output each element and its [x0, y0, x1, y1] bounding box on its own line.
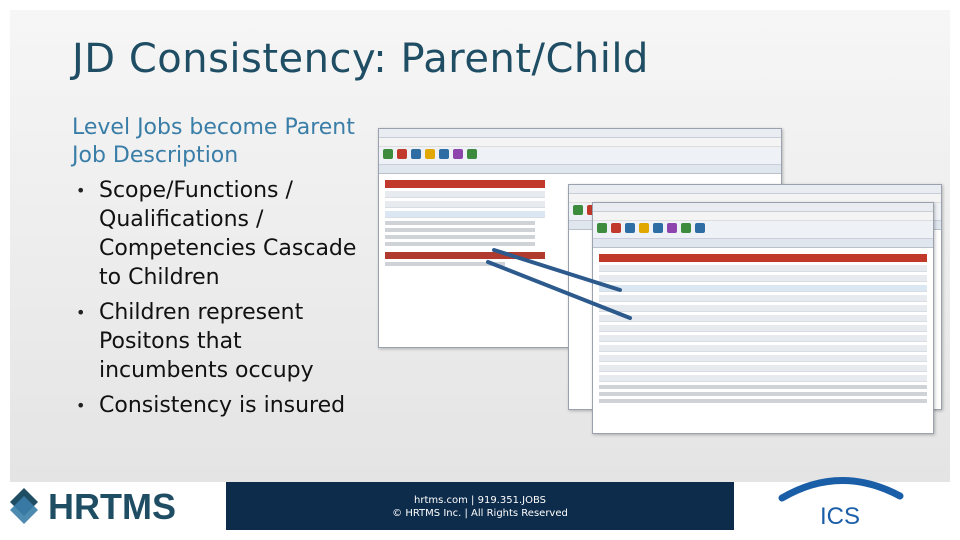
footer-contact: hrtms.com | 919.351.JOBS — [414, 495, 546, 506]
slide-title: JD Consistency: Parent/Child — [72, 36, 649, 82]
bullet-item: • Children represent Positons that incumbents occupy — [72, 298, 367, 385]
lead-text: Level Jobs become Parent Job Description — [72, 115, 355, 168]
ics-logo — [776, 470, 906, 532]
hrtms-logo — [10, 482, 220, 530]
footer-copyright: © HRTMS Inc. | All Rights Reserved — [392, 508, 568, 519]
hrtms-logo-mark — [10, 488, 38, 524]
hrtms-logo-text: HRTMS — [48, 486, 176, 527]
bullet-item: • Scope/Functions / Qualifications / Competencies Cascade to Children — [72, 176, 367, 292]
ics-logo-text: ICS — [820, 503, 861, 530]
footer-bar — [226, 482, 734, 530]
bullet-item: • Consistency is insured — [72, 391, 367, 420]
ics-logo-arc — [782, 480, 900, 498]
